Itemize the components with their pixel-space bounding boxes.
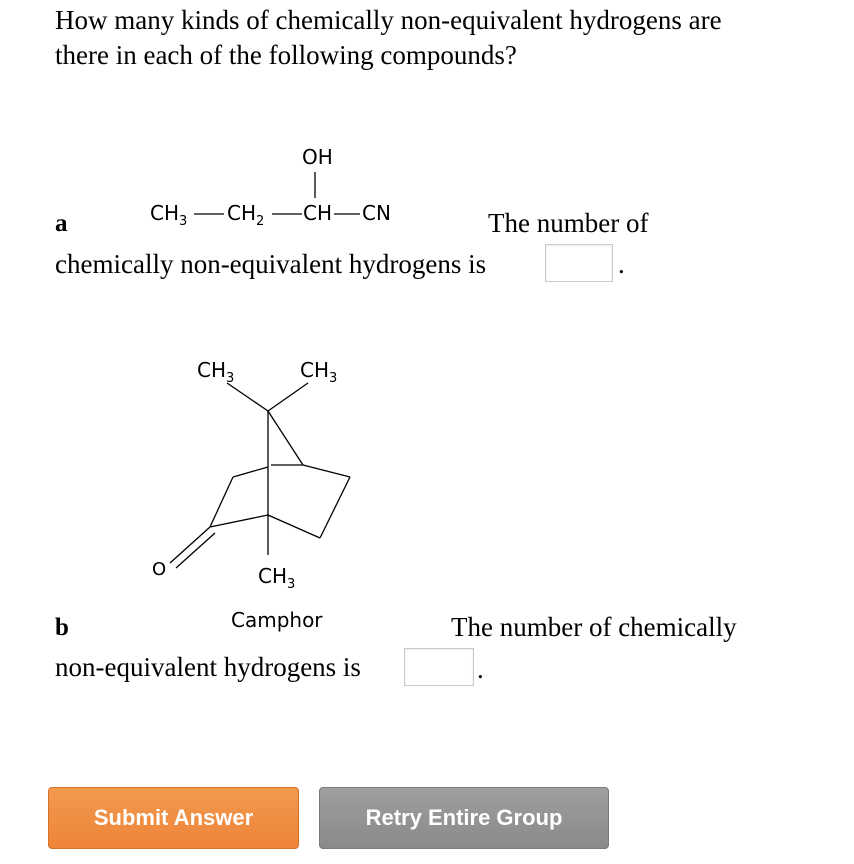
part-a-label: a	[55, 210, 68, 237]
part-a-text-right: The number of	[488, 208, 649, 238]
question-line-2: there in each of the following compounds?	[55, 40, 517, 70]
oh-label: OH	[302, 145, 333, 169]
ch3-label: $CH_3$	[150, 201, 188, 229]
ch2-label: $CH_2$	[227, 201, 265, 229]
answer-input-b[interactable]	[404, 648, 474, 686]
part-b-period: .	[477, 654, 484, 684]
answer-input-a[interactable]	[545, 244, 613, 282]
cn-label: CN	[362, 201, 391, 225]
structure-b-camphor	[0, 345, 854, 645]
part-b-text-right: The number of chemically	[451, 612, 737, 642]
methyl-left-label: $CH_3$	[197, 358, 235, 386]
ch-label: CH	[303, 201, 333, 225]
question-line-1: How many kinds of chemically non-equivalent hydrogens are	[55, 5, 722, 35]
part-a-text-line2: chemically non-equivalent hydrogens is	[55, 249, 487, 279]
part-b-text-line2: non-equivalent hydrogens is	[55, 652, 361, 682]
submit-answer-button[interactable]: Submit Answer	[48, 787, 299, 849]
retry-entire-group-button[interactable]: Retry Entire Group	[319, 787, 609, 849]
oxygen-label: O	[152, 559, 167, 580]
methyl-bottom-label: $CH_3$	[258, 564, 296, 592]
part-a-period: .	[618, 249, 625, 279]
compound-name: Camphor	[231, 608, 323, 632]
methyl-right-label: $CH_3$	[300, 358, 338, 386]
part-b-label: b	[55, 614, 69, 641]
